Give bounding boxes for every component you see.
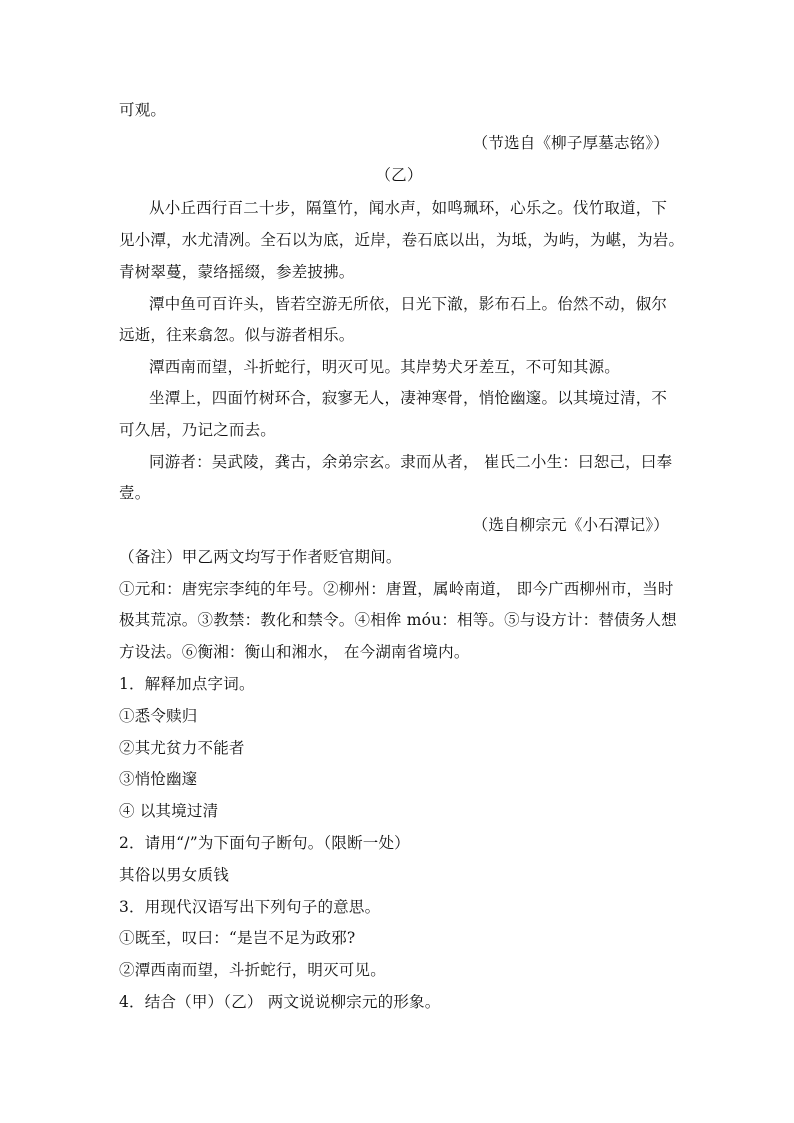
passage-yi-line: 远逝，往来翕忽。似与游者相乐。: [119, 326, 355, 344]
question-1-prompt: 1．解释加点字词。: [119, 675, 255, 693]
passage-yi-line: 见小潭，水尤清冽。全石以为底，近岸，卷石底以出，为坻，为屿，为嵁，为岩。: [119, 231, 685, 249]
note-line: ①元和：唐宪宗李纯的年号。②柳州：唐置，属岭南道， 即今广西柳州市，当时: [119, 580, 674, 598]
question-3-item: ①既至，叹曰：“是岂不足为政邪?: [119, 929, 356, 947]
passage-jia-ending: 可观。: [119, 101, 167, 119]
question-3-prompt: 3．用现代汉语写出下列句子的意思。: [119, 898, 381, 916]
question-3-item: ②潭西南而望，斗折蛇行，明灭可见。: [119, 961, 386, 979]
note-line: 极其荒凉。③教禁：教化和禁令。④相侔 móu：相等。⑤与设方计：替债务人想: [119, 611, 677, 629]
question-1-item: ④ 以其境过清: [119, 802, 219, 820]
passage-jia-source: （节选自《柳子厚墓志铭》）: [472, 134, 669, 152]
passage-yi-line: 坐潭上，四面竹树环合，寂寥无人，凄神寒骨，悄怆幽邃。以其境过清，不: [149, 389, 668, 407]
note-line: 方设法。⑥衡湘：衡山和湘水， 在今湖南省境内。: [119, 643, 470, 661]
note-title: （备注）甲乙两文均写于作者贬官期间。: [119, 548, 402, 566]
passage-yi-line: 壹。: [119, 484, 151, 502]
question-1-item: ①悉令赎归: [119, 707, 198, 725]
question-2-prompt: 2．请用“/”为下面句子断句。（限断一处）: [119, 834, 410, 852]
passage-yi-heading: （乙）: [375, 166, 423, 184]
question-1-item: ③悄怆幽邃: [119, 770, 198, 788]
passage-yi-source: （选自柳宗元《小石潭记》）: [472, 516, 669, 534]
passage-yi-line: 潭中鱼可百许头，皆若空游无所依，日光下澈，影布石上。佁然不动，俶尔: [149, 295, 668, 313]
question-2-sentence: 其俗以男女质钱: [119, 866, 229, 884]
passage-yi-line: 可久居，乃记之而去。: [119, 421, 277, 439]
passage-yi-line: 同游者：吴武陵，龚古，余弟宗玄。隶而从者， 崔氏二小生：曰恕己，曰奉: [149, 453, 673, 471]
passage-yi-line: 青树翠蔓，蒙络摇缀，参差披拂。: [119, 263, 355, 281]
passage-yi-line: 潭西南而望，斗折蛇行，明灭可见。其岸势犬牙差互，不可知其源。: [149, 358, 621, 376]
question-1-item: ②其尤贫力不能者: [119, 739, 245, 757]
passage-yi-line: 从小丘西行百二十步，隔篁竹，闻水声，如鸣珮环，心乐之。伐竹取道，下: [149, 199, 668, 217]
question-4-prompt: 4．结合（甲）（乙） 两文说说柳宗元的形象。: [119, 993, 441, 1011]
